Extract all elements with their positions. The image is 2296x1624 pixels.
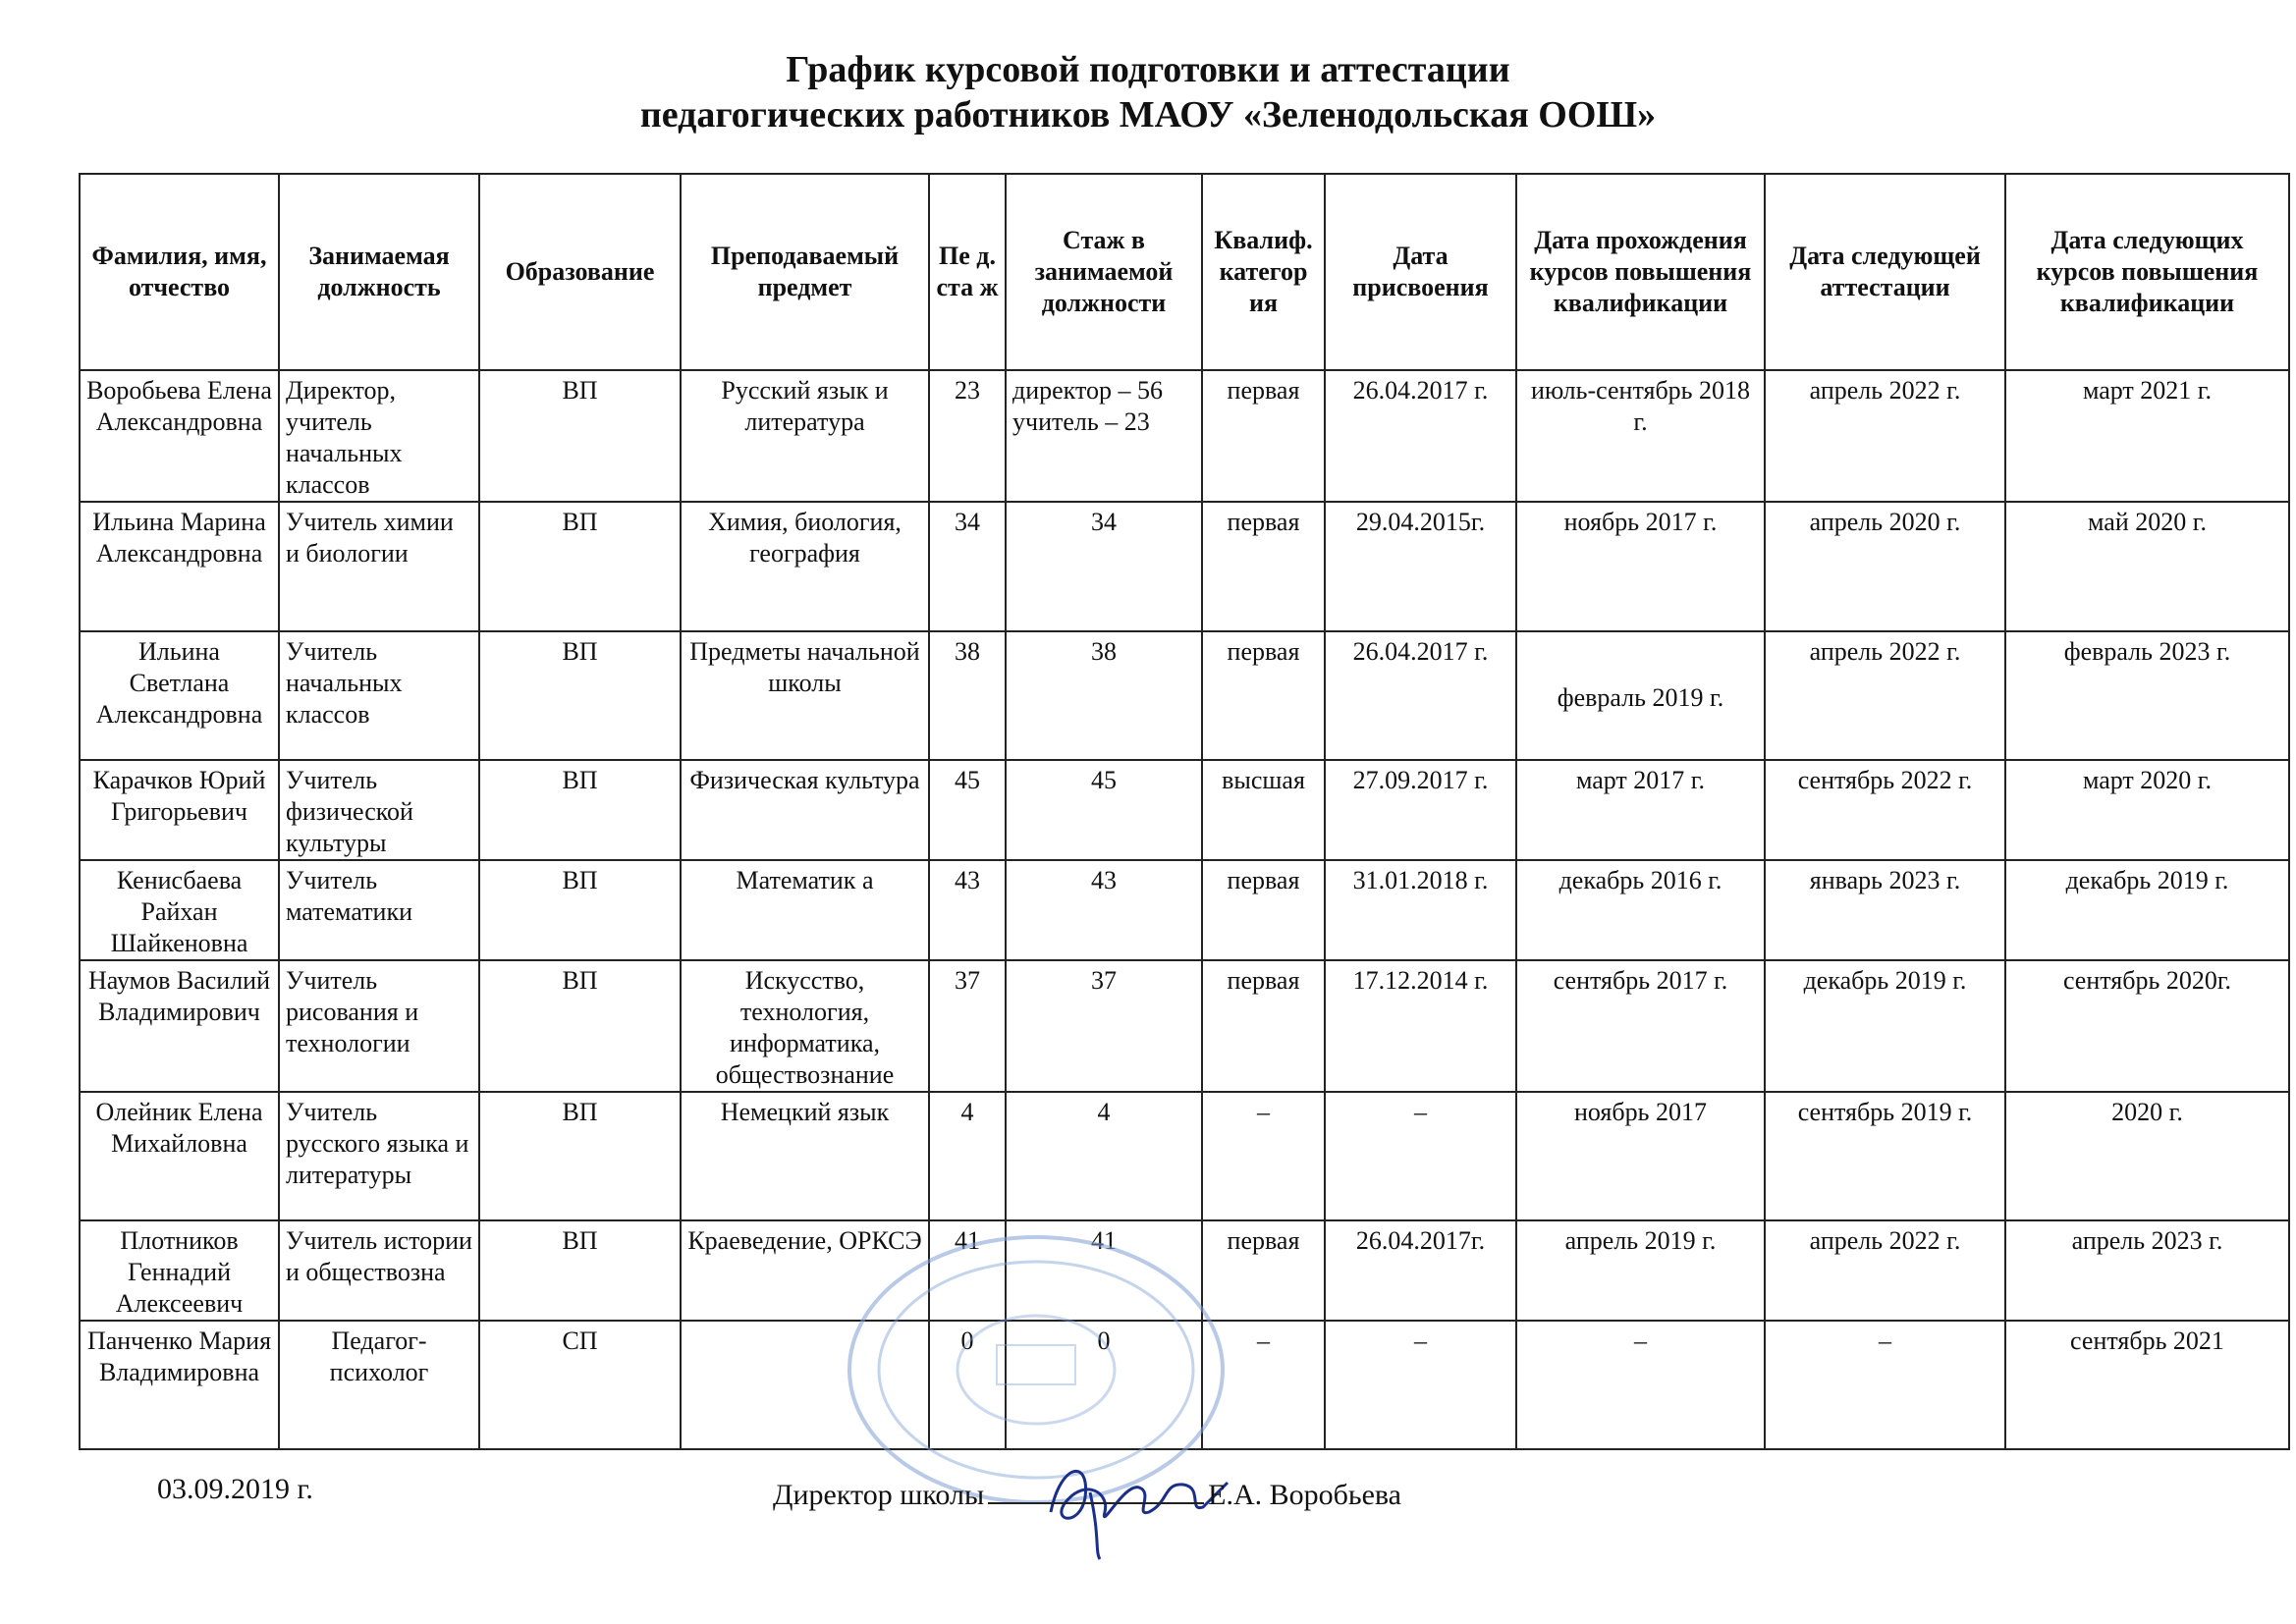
cell-next-courses: сентябрь 2021 — [2005, 1321, 2289, 1449]
header-date-assigned: Дата присвоения — [1325, 174, 1516, 370]
cell-education: ВП — [479, 1092, 681, 1220]
cell-ped-stazh: 45 — [929, 760, 1006, 860]
cell-courses-date: апрель 2019 г. — [1516, 1220, 1765, 1321]
table-row — [80, 860, 2289, 960]
cell-category: первая — [1202, 631, 1325, 760]
header-next-attestation: Дата следующей аттестации — [1765, 174, 2005, 370]
cell-next-attestation: апрель 2020 г. — [1765, 502, 2005, 631]
cell-subject: Математик а — [681, 860, 929, 960]
cell-position-stazh: директор – 56 учитель – 23 — [1006, 370, 1202, 502]
table-row — [80, 370, 2289, 502]
cell-position: Учитель математики — [279, 860, 479, 960]
cell-category: первая — [1202, 1220, 1325, 1321]
cell-ped-stazh: 37 — [929, 960, 1006, 1092]
cell-date-assigned: 27.09.2017 г. — [1325, 760, 1516, 860]
cell-date-assigned: 31.01.2018 г. — [1325, 860, 1516, 960]
cell-subject: Немецкий язык — [681, 1092, 929, 1220]
table-row — [80, 502, 2289, 631]
cell-ped-stazh: 0 — [929, 1321, 1006, 1449]
cell-education: ВП — [479, 502, 681, 631]
cell-ped-stazh: 43 — [929, 860, 1006, 960]
cell-next-attestation: сентябрь 2019 г. — [1765, 1092, 2005, 1220]
cell-education: ВП — [479, 960, 681, 1092]
cell-ped-stazh: 23 — [929, 370, 1006, 502]
cell-position: Директор, учитель начальных классов — [279, 370, 479, 502]
cell-category: первая — [1202, 960, 1325, 1092]
cell-next-attestation: – — [1765, 1321, 2005, 1449]
cell-name: Панченко Мария Владимировна — [80, 1321, 279, 1449]
cell-position-stazh: 38 — [1006, 631, 1202, 760]
header-position: Занимаемая должность — [279, 174, 479, 370]
cell-education: ВП — [479, 370, 681, 502]
cell-courses-date: ноябрь 2017 г. — [1516, 502, 1765, 631]
cell-next-courses: 2020 г. — [2005, 1092, 2289, 1220]
cell-next-courses: февраль 2023 г. — [2005, 631, 2289, 760]
cell-ped-stazh: 38 — [929, 631, 1006, 760]
cell-education: ВП — [479, 860, 681, 960]
header-row — [80, 174, 2289, 370]
cell-name: Кенисбаева Райхан Шайкеновна — [80, 860, 279, 960]
cell-date-assigned: 26.04.2017г. — [1325, 1220, 1516, 1321]
cell-position: Педагог-психолог — [279, 1321, 479, 1449]
cell-next-courses: март 2020 г. — [2005, 760, 2289, 860]
cell-next-attestation: сентябрь 2022 г. — [1765, 760, 2005, 860]
cell-position-stazh: 41 — [1006, 1220, 1202, 1321]
cell-courses-date: февраль 2019 г. — [1516, 631, 1765, 760]
cell-ped-stazh: 41 — [929, 1220, 1006, 1321]
cell-education: ВП — [479, 1220, 681, 1321]
cell-position-stazh: 4 — [1006, 1092, 1202, 1220]
cell-ped-stazh: 4 — [929, 1092, 1006, 1220]
cell-position: Учитель истории и обществозна — [279, 1220, 479, 1321]
table-row — [80, 960, 2289, 1092]
cell-name: Карачков Юрий Григорьевич — [80, 760, 279, 860]
header-next-courses: Дата следующих курсов повышения квалификации — [2005, 174, 2289, 370]
cell-education: ВП — [479, 760, 681, 860]
cell-position: Учитель начальных классов — [279, 631, 479, 760]
cell-subject: Физическая культура — [681, 760, 929, 860]
cell-position: Учитель химии и биологии — [279, 502, 479, 631]
table-row — [80, 1092, 2289, 1220]
cell-next-attestation: апрель 2022 г. — [1765, 631, 2005, 760]
header-subject: Преподаваемый предмет — [681, 174, 929, 370]
cell-courses-date: ноябрь 2017 — [1516, 1092, 1765, 1220]
signer-title: Директор школы — [773, 1479, 985, 1511]
cell-category: высшая — [1202, 760, 1325, 860]
cell-date-assigned: 17.12.2014 г. — [1325, 960, 1516, 1092]
cell-next-courses: декабрь 2019 г. — [2005, 860, 2289, 960]
cell-subject: Предметы начальной школы — [681, 631, 929, 760]
header-education: Образование — [479, 174, 681, 370]
header-name: Фамилия, имя, отчество — [80, 174, 279, 370]
cell-category: – — [1202, 1321, 1325, 1449]
header-ped-stazh: Пе д. ста ж — [929, 174, 1006, 370]
cell-courses-date: декабрь 2016 г. — [1516, 860, 1765, 960]
cell-name: Воробьева Елена Александровна — [80, 370, 279, 502]
header-position-stazh: Стаж в занимаемой должности — [1006, 174, 1202, 370]
cell-subject: Искусство, технология, информатика, обществознание — [681, 960, 929, 1092]
cell-date-assigned: – — [1325, 1092, 1516, 1220]
cell-date-assigned: 26.04.2017 г. — [1325, 631, 1516, 760]
table-row — [80, 631, 2289, 760]
cell-next-courses: сентябрь 2020г. — [2005, 960, 2289, 1092]
cell-next-attestation: апрель 2022 г. — [1765, 1220, 2005, 1321]
cell-ped-stazh: 34 — [929, 502, 1006, 631]
cell-date-assigned: 29.04.2015г. — [1325, 502, 1516, 631]
cell-position-stazh: 43 — [1006, 860, 1202, 960]
header-courses-date: Дата прохождения курсов повышения квалификации — [1516, 174, 1765, 370]
cell-next-courses: март 2021 г. — [2005, 370, 2289, 502]
document-date: 03.09.2019 г. — [157, 1473, 313, 1505]
cell-name: Олейник Елена Михайловна — [80, 1092, 279, 1220]
title-line-1: График курсовой подготовки и аттестации — [786, 49, 1510, 90]
cell-subject: Русский язык и литература — [681, 370, 929, 502]
cell-category: – — [1202, 1092, 1325, 1220]
document-title — [0, 47, 2296, 137]
cell-position: Учитель физической культуры — [279, 760, 479, 860]
cell-courses-date: – — [1516, 1321, 1765, 1449]
cell-next-attestation: январь 2023 г. — [1765, 860, 2005, 960]
cell-education: ВП — [479, 631, 681, 760]
cell-position-stazh: 45 — [1006, 760, 1202, 860]
cell-position: Учитель рисования и технологии — [279, 960, 479, 1092]
cell-education: СП — [479, 1321, 681, 1449]
cell-position-stazh: 0 — [1006, 1321, 1202, 1449]
title-line-2: педагогических работников МАОУ «Зеленодольская ООШ» — [639, 94, 1657, 135]
cell-category: первая — [1202, 860, 1325, 960]
cell-date-assigned: – — [1325, 1321, 1516, 1449]
signature-line — [988, 1473, 1204, 1504]
cell-name: Ильина Марина Александровна — [80, 502, 279, 631]
cell-courses-date: сентябрь 2017 г. — [1516, 960, 1765, 1092]
cell-category: первая — [1202, 502, 1325, 631]
header-category: Квалиф. категор ия — [1202, 174, 1325, 370]
cell-position: Учитель русского языка и литературы — [279, 1092, 479, 1220]
cell-name: Плотников Геннадий Алексеевич — [80, 1220, 279, 1321]
cell-next-attestation: декабрь 2019 г. — [1765, 960, 2005, 1092]
cell-next-courses: май 2020 г. — [2005, 502, 2289, 631]
signer-name: Е.А. Воробьева — [1208, 1479, 1401, 1511]
cell-next-courses: апрель 2023 г. — [2005, 1220, 2289, 1321]
cell-category: первая — [1202, 370, 1325, 502]
cell-name: Ильина Светлана Александровна — [80, 631, 279, 760]
cell-courses-date: июль-сентябрь 2018 г. — [1516, 370, 1765, 502]
cell-next-attestation: апрель 2022 г. — [1765, 370, 2005, 502]
signature-block — [773, 1473, 1401, 1512]
cell-name: Наумов Василий Владимирович — [80, 960, 279, 1092]
cell-position-stazh: 37 — [1006, 960, 1202, 1092]
cell-date-assigned: 26.04.2017 г. — [1325, 370, 1516, 502]
cell-courses-date: март 2017 г. — [1516, 760, 1765, 860]
cell-position-stazh: 34 — [1006, 502, 1202, 631]
cell-subject: Краеведение, ОРКСЭ — [681, 1220, 929, 1321]
cell-subject: Химия, биология, география — [681, 502, 929, 631]
table-row — [80, 760, 2289, 860]
